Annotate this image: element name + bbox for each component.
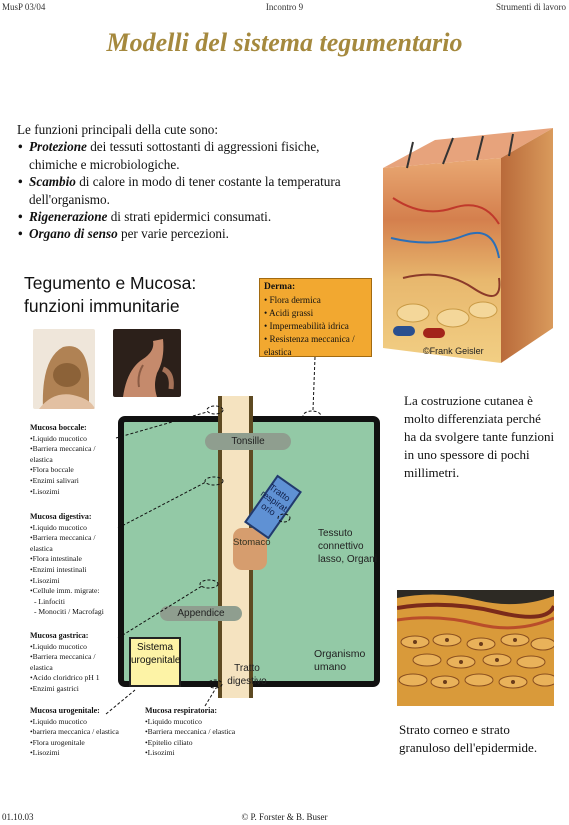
section-title: Tegumento e Mucosa: funzioni immunitarie xyxy=(24,273,197,316)
mucosa-digestiva-list: Mucosa digestiva: • Liquido mucotico • Barriera meccanica / elastica • Flora intestinale • Enzimi intestinali • Lisozimi • Cellule imm. migrate: - Linfociti - Monociti / Macrofagi xyxy=(30,512,120,618)
function-item: • Protezione dei tessuti sottostanti di aggressioni fisiche, chimiche e microbiologiche. xyxy=(29,138,357,173)
hands-photo xyxy=(113,329,181,397)
function-list xyxy=(17,138,357,242)
mucosa-gastrica-list: Mucosa gastrica: • Liquido mucotico • Barriera meccanica / elastica • Acido cloridrico pH 1 • Enzimi gastrici xyxy=(30,631,118,695)
urogenital-box: Sistema urogenitale xyxy=(129,637,181,687)
hair-photo xyxy=(33,329,95,409)
epidermis-caption: Strato corneo e strato granuloso dell'epidermide. xyxy=(399,722,538,755)
derma-item: • Flora dermica xyxy=(264,295,321,305)
mucosa-urogenitale-list: Mucosa urogenitale: • Liquido mucotico • barriera meccanica / elastica • Flora urogenitale • Lisozimi xyxy=(30,706,130,759)
function-item: • Organo di senso per varie percezioni. xyxy=(29,225,357,242)
derma-item: • Acidi grassi xyxy=(264,308,314,318)
footer-copyright: © P. Forster & B. Buser xyxy=(241,812,328,822)
tonsille-label: Tonsille xyxy=(205,433,291,450)
appendice-label: Appendice xyxy=(160,606,242,621)
skin-caption: La costruzione cutanea è molto differenziata perché ha da svolgere tante funzioni in uno spessore di pochi millimetri. xyxy=(404,393,555,480)
mucosa-respiratoria-list: Mucosa respiratoria: • Liquido mucotico • Barriera meccanica / elastica • Epitelio ciliato • Lisozimi xyxy=(145,706,245,759)
respiratory-label: Tratto respiratorio xyxy=(258,482,293,518)
stomach-label: Stomaco xyxy=(233,537,271,548)
organism-label: Organismo umano xyxy=(314,648,366,673)
derma-item: • Resistenza meccanica / elastica xyxy=(264,334,355,357)
intro-text xyxy=(17,121,357,243)
epidermis-micrograph xyxy=(397,590,554,706)
function-item: • Scambio di calore in modo di tener costante la temperatura dell'organismo. xyxy=(29,173,357,208)
derma-box: Derma: • Flora dermica • Acidi grassi • Impermeabilità idrica • Resistenza meccanica / elastica xyxy=(259,278,372,357)
digestive-label: Tratto digestivo xyxy=(227,663,267,687)
mucosa-boccale-list: Mucosa boccale: • Liquido mucotico • Barriera meccanica / elastica • Flora boccale • Enzimi salivari • Lisozimi xyxy=(30,423,118,497)
footer-date: 01.10.03 xyxy=(2,812,34,822)
header-right: Strumenti di lavoro xyxy=(496,2,566,12)
function-item: • Rigenerazione di strati epidermici consumati. xyxy=(29,208,357,225)
tissue-label: Tessuto connettivo lasso, Organi xyxy=(318,528,377,565)
header-center: Incontro 9 xyxy=(265,2,304,12)
header-left: MusP 03/04 xyxy=(2,2,46,12)
intro-lead: Le funzioni principali della cute sono: xyxy=(17,122,219,137)
derma-item: • Impermeabilità idrica xyxy=(264,321,349,331)
image-credit: ©Frank Geisler xyxy=(423,346,484,356)
skin-section-illustration xyxy=(383,128,553,368)
page-title: Modelli del sistema tegumentario xyxy=(106,28,463,57)
